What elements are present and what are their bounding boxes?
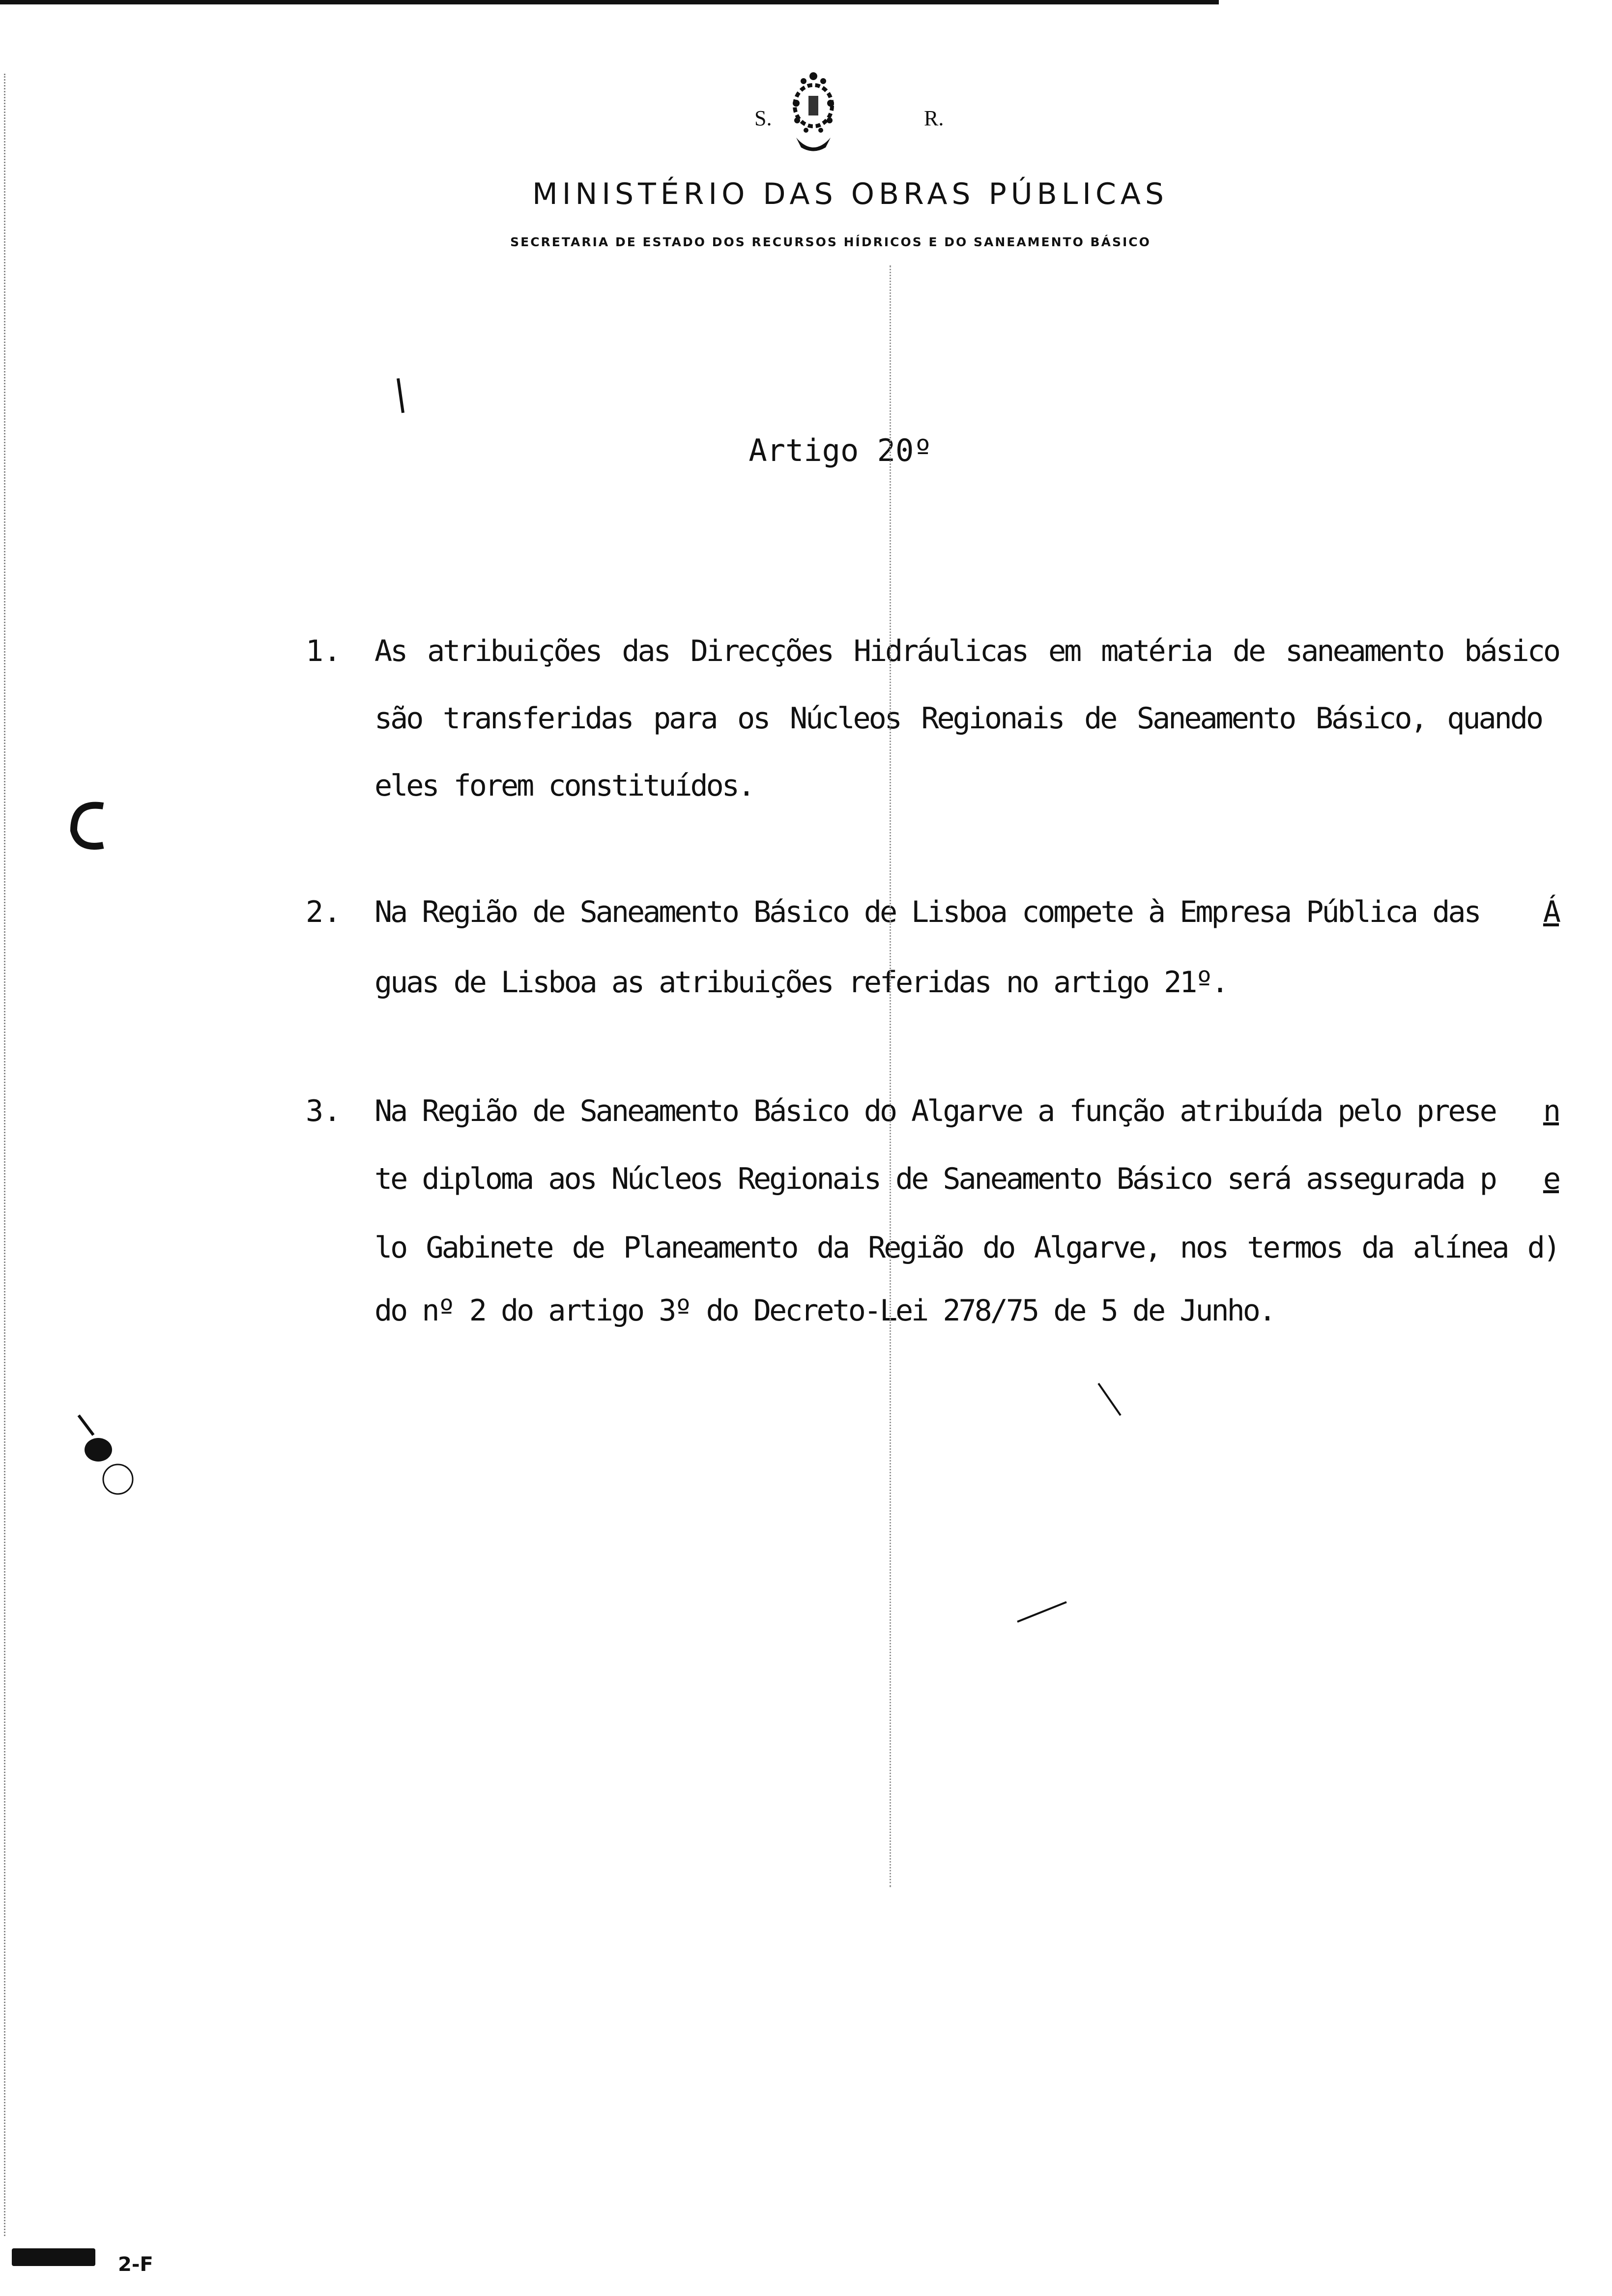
emblem-letter-s: S. [754, 106, 772, 130]
paragraph-line: do nº 2 do artigo 3º do Decreto-Lei 278/75 de 5 de Junho. [374, 1293, 1275, 1328]
coat-of-arms-icon [786, 69, 840, 155]
paragraph-line: guas de Lisboa as atribuições referidas no artigo 21º. [374, 965, 1227, 1000]
ministry-title: MINISTÉRIO DAS OBRAS PÚBLICAS [532, 177, 1168, 211]
paragraph-line [374, 1162, 1559, 1196]
paragraph-line [374, 1094, 1559, 1128]
line-text: te diploma aos Núcleos Regionais de Saneamento Básico será assegurada p [374, 1162, 1496, 1196]
left-margin-dots [4, 74, 7, 2236]
top-rule [0, 0, 1219, 4]
footer-code: 2-F [118, 2253, 153, 2276]
underlined-letter: e [1543, 1162, 1559, 1196]
footer-bar [12, 2248, 95, 2266]
paragraph-line: As atribuições das Direcções Hidráulicas em matéria de saneamento básico [374, 634, 1559, 668]
secretariat-subtitle: SECRETARIA DE ESTADO DOS RECURSOS HÍDRICOS E DO SANEAMENTO BÁSICO [510, 235, 1151, 249]
pen-stroke-icon [393, 373, 432, 432]
line-text: Na Região de Saneamento Básico do Algarve a função atribuída pelo prese [374, 1094, 1496, 1128]
paragraph-line: são transferidas para os Núcleos Regionais de Saneamento Básico, quando [374, 701, 1542, 736]
margin-mark-icon [59, 791, 133, 865]
pen-stroke-icon [1091, 1376, 1130, 1425]
emblem-letter-r: R. [924, 106, 944, 130]
line-text: Na Região de Saneamento Básico de Lisboa compete à Empresa Pública das [374, 895, 1480, 929]
paragraph-line: lo Gabinete de Planeamento da Região do Algarve, nos termos da alínea d) [374, 1231, 1559, 1265]
underlined-letter: n [1543, 1094, 1559, 1128]
paragraph-number: 3. [306, 1094, 342, 1128]
paragraph-line: eles forem constituídos. [374, 769, 753, 803]
pen-stroke-icon [1012, 1597, 1071, 1627]
paragraph-number: 2. [306, 895, 342, 929]
paragraph-number: 1. [306, 634, 342, 668]
underlined-letter: Á [1543, 895, 1559, 929]
paragraph-line [374, 895, 1559, 929]
center-fold-dots [890, 265, 892, 1887]
margin-mark-icon [59, 1406, 147, 1504]
article-heading: Artigo 20º [748, 432, 932, 468]
